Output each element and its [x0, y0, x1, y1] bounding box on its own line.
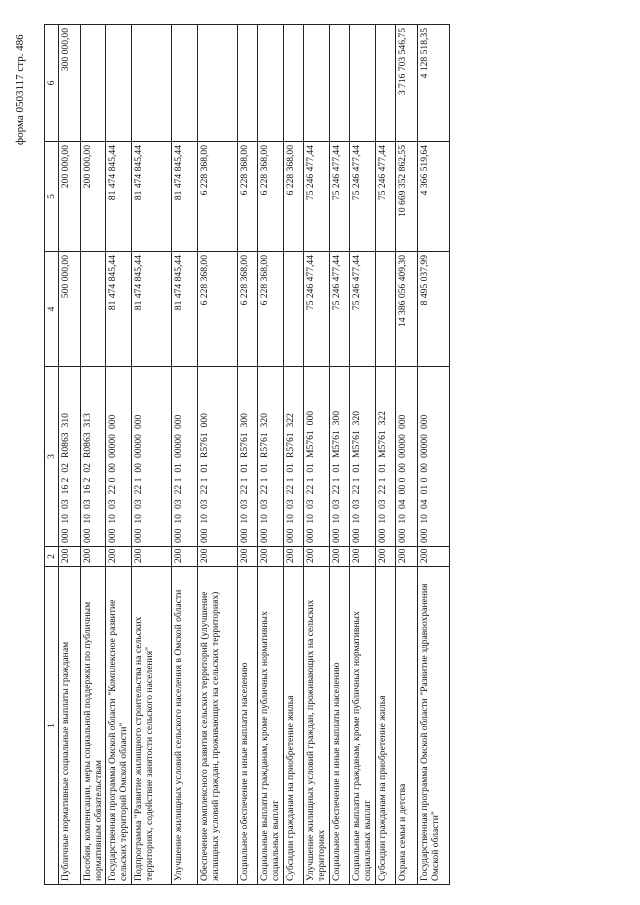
row-line-code: 200: [172, 547, 198, 567]
row-amount-col6: [330, 25, 350, 142]
code-segment: 01: [377, 463, 388, 473]
code-segment: R0863: [60, 432, 71, 459]
table-row: [132, 25, 172, 885]
code-segment: 22 1: [377, 477, 388, 495]
row-amount-col4: 14 386 056 409,30: [396, 252, 418, 367]
row-amount-col4: 6 228 368,00: [238, 252, 258, 367]
code-segment: 000: [173, 528, 184, 543]
row-name: Государственная программа Омской области "Развитие здравоохранения Омской области": [418, 567, 450, 885]
table-row: [258, 25, 284, 885]
table-row: [304, 25, 330, 885]
row-line-code: 200: [198, 547, 238, 567]
row-budget-code: [350, 367, 376, 547]
code-segment: 000: [305, 410, 316, 426]
code-segment: 03: [331, 499, 342, 510]
code-segment: 00: [419, 463, 430, 473]
code-segment: 000: [199, 413, 210, 428]
row-amount-col5: 75 246 477,44: [330, 142, 350, 252]
table-row: [59, 25, 81, 885]
row-line-code: 200: [284, 547, 304, 567]
row-amount-col4: [376, 252, 396, 367]
code-segment: 10: [351, 514, 362, 524]
row-name: Социальные выплаты гражданам, кроме публичных нормативных социальных выплат: [350, 567, 376, 885]
code-segment: 02: [82, 463, 93, 473]
code-segment: 300: [331, 410, 342, 426]
code-segment: 322: [377, 410, 388, 426]
row-amount-col5: 75 246 477,44: [376, 142, 396, 252]
code-segment: 000: [419, 414, 430, 430]
code-segment: 10: [397, 514, 408, 524]
code-segment: 00000: [397, 434, 408, 459]
code-segment: 22 1: [305, 477, 316, 495]
code-segment: 10: [377, 514, 388, 524]
row-name: Обеспечение комплексного развития сельских территорий (улучшение жилищных условий граждан, проживающих на сельских территориях): [198, 567, 238, 885]
row-budget-code: [396, 367, 418, 547]
row-amount-col6: [106, 25, 132, 142]
code-segment: 000: [331, 528, 342, 543]
code-segment: 03: [133, 499, 144, 510]
code-segment: 10: [133, 514, 144, 524]
code-segment: 22 1: [133, 477, 144, 495]
code-segment: 10: [199, 514, 210, 524]
row-line-code: 200: [81, 547, 106, 567]
code-segment: 320: [259, 413, 270, 428]
row-amount-col6: [304, 25, 330, 142]
row-line-code: 200: [376, 547, 396, 567]
code-segment: 10: [331, 514, 342, 524]
row-line-code: 200: [304, 547, 330, 567]
code-segment: 22 1: [173, 477, 184, 495]
code-segment: 000: [259, 528, 270, 543]
row-budget-code: [418, 367, 450, 547]
code-segment: 000: [397, 414, 408, 430]
row-amount-col6: [258, 25, 284, 142]
row-amount-col4: 75 246 477,44: [304, 252, 330, 367]
row-amount-col6: 300 000,00: [59, 25, 81, 142]
row-budget-code: [258, 367, 284, 547]
code-segment: 00000: [107, 434, 118, 459]
table-row: [172, 25, 198, 885]
column-header: 4: [45, 252, 59, 367]
code-segment: 04: [397, 499, 408, 510]
row-amount-col5: 6 228 368,00: [238, 142, 258, 252]
code-segment: 00: [133, 463, 144, 473]
code-segment: 16 2: [60, 477, 71, 495]
code-segment: 22 1: [239, 477, 250, 495]
code-segment: 10: [419, 514, 430, 524]
code-segment: 300: [239, 413, 250, 428]
code-segment: 000: [60, 528, 71, 543]
code-segment: 00000: [133, 434, 144, 459]
row-budget-code: [198, 367, 238, 547]
code-segment: M5761: [331, 430, 342, 459]
code-segment: 00000: [419, 434, 430, 459]
code-segment: 04: [419, 499, 430, 510]
code-segment: R5761: [199, 432, 210, 459]
code-segment: 01: [351, 463, 362, 473]
table-row: [198, 25, 238, 885]
code-segment: 01: [331, 463, 342, 473]
code-segment: 03: [305, 499, 316, 510]
table-row: [106, 25, 132, 885]
row-budget-code: [81, 367, 106, 547]
code-segment: 000: [239, 528, 250, 543]
table-row: [396, 25, 418, 885]
code-segment: 16 2: [82, 477, 93, 495]
code-segment: 000: [133, 414, 144, 430]
code-segment: R5761: [259, 432, 270, 459]
code-segment: 310: [60, 413, 71, 428]
row-name: Социальные выплаты гражданам, кроме публичных нормативных социальных выплат: [258, 567, 284, 885]
code-segment: 00 0: [397, 477, 408, 495]
row-budget-code: [59, 367, 81, 547]
table-row: [284, 25, 304, 885]
table-row: [330, 25, 350, 885]
row-budget-code: [376, 367, 396, 547]
row-amount-col4: [81, 252, 106, 367]
table-row: [81, 25, 106, 885]
code-segment: 10: [239, 514, 250, 524]
code-segment: 322: [285, 413, 296, 428]
row-line-code: 200: [132, 547, 172, 567]
code-segment: R0863: [82, 432, 93, 459]
code-segment: 01: [259, 463, 270, 473]
row-name: Пособия, компенсации, меры социальной поддержки по публичным нормативным обязательствам: [81, 567, 106, 885]
code-segment: 000: [285, 528, 296, 543]
row-name: Охрана семьи и детства: [396, 567, 418, 885]
row-name: Социальное обеспечение и иные выплаты населению: [330, 567, 350, 885]
column-header: 3: [45, 367, 59, 547]
row-name: Подпрограмма "Развитие жилищного строительства на сельских территориях, содействие занятости сельского населения": [132, 567, 172, 885]
row-amount-col5: 81 474 845,44: [106, 142, 132, 252]
row-budget-code: [172, 367, 198, 547]
code-segment: 03: [82, 499, 93, 510]
code-segment: 02: [60, 463, 71, 473]
row-line-code: 200: [106, 547, 132, 567]
form-label: форма 0503117 стр. 486: [14, 34, 26, 145]
row-name: Социальное обеспечение и иные выплаты населению: [238, 567, 258, 885]
row-amount-col6: [172, 25, 198, 142]
row-amount-col4: 75 246 477,44: [350, 252, 376, 367]
code-segment: 03: [351, 499, 362, 510]
row-amount-col5: 4 366 519,64: [418, 142, 450, 252]
code-segment: M5761: [305, 430, 316, 459]
row-amount-col5: 6 228 368,00: [198, 142, 238, 252]
code-segment: 000: [305, 528, 316, 543]
row-line-code: 200: [418, 547, 450, 567]
row-amount-col6: [132, 25, 172, 142]
code-segment: 10: [285, 514, 296, 524]
code-segment: R5761: [285, 432, 296, 459]
row-amount-col5: 10 669 352 862,55: [396, 142, 418, 252]
row-line-code: 200: [238, 547, 258, 567]
row-amount-col6: [238, 25, 258, 142]
code-segment: 000: [107, 414, 118, 430]
code-segment: 000: [82, 528, 93, 543]
row-amount-col6: [198, 25, 238, 142]
code-segment: 01: [239, 463, 250, 473]
code-segment: 03: [259, 499, 270, 510]
code-segment: 22 0: [107, 477, 118, 495]
code-segment: 00: [107, 463, 118, 473]
row-amount-col5: 75 246 477,44: [350, 142, 376, 252]
report-table: [44, 24, 450, 885]
table-row: [418, 25, 450, 885]
code-segment: 10: [173, 514, 184, 524]
row-amount-col4: 8 495 037,99: [418, 252, 450, 367]
code-segment: 000: [397, 528, 408, 543]
row-name: Публичные нормативные социальные выплаты гражданам: [59, 567, 81, 885]
code-segment: 10: [107, 514, 118, 524]
code-segment: 22 1: [331, 477, 342, 495]
code-segment: 10: [60, 514, 71, 524]
row-line-code: 200: [396, 547, 418, 567]
column-header: 1: [45, 567, 59, 885]
row-name: Улучшение жилищных условий сельского населения в Омской области: [172, 567, 198, 885]
code-segment: 000: [351, 528, 362, 543]
row-amount-col5: 81 474 845,44: [132, 142, 172, 252]
row-amount-col6: 3 716 703 546,75: [396, 25, 418, 142]
code-segment: 320: [351, 410, 362, 426]
code-segment: 000: [173, 414, 184, 430]
code-segment: 03: [377, 499, 388, 510]
table-row: [238, 25, 258, 885]
row-budget-code: [106, 367, 132, 547]
row-amount-col4: [284, 252, 304, 367]
row-line-code: 200: [330, 547, 350, 567]
code-segment: 10: [259, 514, 270, 524]
row-amount-col5: 200 000,00: [81, 142, 106, 252]
row-amount-col4: 81 474 845,44: [172, 252, 198, 367]
table-row: [376, 25, 396, 885]
row-amount-col4: 75 246 477,44: [330, 252, 350, 367]
code-segment: 01: [305, 463, 316, 473]
column-header: 5: [45, 142, 59, 252]
row-amount-col6: [350, 25, 376, 142]
row-amount-col5: 81 474 845,44: [172, 142, 198, 252]
code-segment: 00: [397, 463, 408, 473]
header-row: [45, 25, 59, 885]
row-budget-code: [132, 367, 172, 547]
row-amount-col5: 75 246 477,44: [304, 142, 330, 252]
column-header: 2: [45, 547, 59, 567]
row-line-code: 200: [59, 547, 81, 567]
column-header: 6: [45, 25, 59, 142]
code-segment: 03: [60, 499, 71, 510]
code-segment: 22 1: [259, 477, 270, 495]
code-segment: 01 0: [419, 477, 430, 495]
code-segment: 03: [173, 499, 184, 510]
code-segment: M5761: [377, 430, 388, 459]
table-row: [350, 25, 376, 885]
code-segment: 10: [82, 514, 93, 524]
code-segment: 01: [199, 463, 210, 473]
code-segment: 10: [305, 514, 316, 524]
row-budget-code: [330, 367, 350, 547]
row-amount-col6: 4 128 518,35: [418, 25, 450, 142]
code-segment: 313: [82, 413, 93, 428]
row-name: Улучшение жилищных условий граждан, проживающих на сельских территориях: [304, 567, 330, 885]
code-segment: 03: [107, 499, 118, 510]
code-segment: 01: [285, 463, 296, 473]
row-line-code: 200: [258, 547, 284, 567]
code-segment: 000: [133, 528, 144, 543]
row-name: Субсидии гражданам на приобретение жилья: [284, 567, 304, 885]
code-segment: 22 1: [351, 477, 362, 495]
row-amount-col6: [284, 25, 304, 142]
table-body: [59, 25, 450, 885]
code-segment: 01: [173, 463, 184, 473]
code-segment: 000: [107, 528, 118, 543]
row-amount-col5: 6 228 368,00: [258, 142, 284, 252]
code-segment: R5761: [239, 432, 250, 459]
row-amount-col6: [376, 25, 396, 142]
row-amount-col5: 6 228 368,00: [284, 142, 304, 252]
row-amount-col5: 200 000,00: [59, 142, 81, 252]
row-amount-col4: 500 000,00: [59, 252, 81, 367]
code-segment: 00000: [173, 434, 184, 459]
row-amount-col4: 6 228 368,00: [198, 252, 238, 367]
row-budget-code: [238, 367, 258, 547]
code-segment: 03: [199, 499, 210, 510]
code-segment: 000: [419, 528, 430, 543]
code-segment: M5761: [351, 430, 362, 459]
row-amount-col4: 81 474 845,44: [132, 252, 172, 367]
row-amount-col6: [81, 25, 106, 142]
row-line-code: 200: [350, 547, 376, 567]
code-segment: 000: [377, 528, 388, 543]
code-segment: 22 1: [285, 477, 296, 495]
row-name: Государственная программа Омской области "Комплексное развитие сельских территорий Омской области": [106, 567, 132, 885]
row-budget-code: [284, 367, 304, 547]
row-name: Субсидии гражданам на приобретение жилья: [376, 567, 396, 885]
row-amount-col4: 6 228 368,00: [258, 252, 284, 367]
row-amount-col4: 81 474 845,44: [106, 252, 132, 367]
code-segment: 03: [285, 499, 296, 510]
row-budget-code: [304, 367, 330, 547]
code-segment: 000: [199, 528, 210, 543]
code-segment: 03: [239, 499, 250, 510]
code-segment: 22 1: [199, 477, 210, 495]
